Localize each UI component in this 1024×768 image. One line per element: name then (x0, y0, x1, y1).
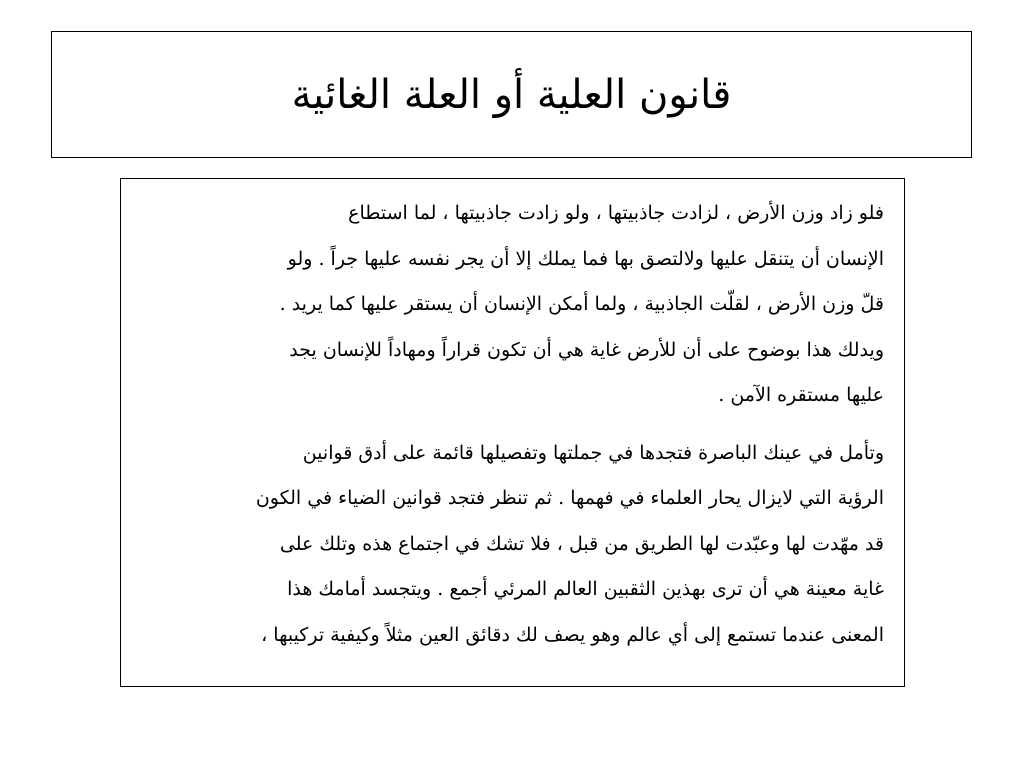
slide-title-box (51, 31, 972, 158)
text-line: ويدلك هذا بوضوح على أن للأرض غاية هي أن تكون قراراً ومهاداً للإنسان يجد (289, 338, 884, 361)
text-line: قد مهّدت لها وعبّدت لها الطريق من قبل ، فلا تشك في اجتماع هذه وتلك على (279, 532, 884, 555)
paragraph-1 (141, 191, 884, 419)
paragraph-2 (141, 431, 884, 659)
text-line: قلّ وزن الأرض ، لقلّت الجاذبية ، ولما أمكن الإنسان أن يستقر عليها كما يريد . (279, 293, 884, 315)
text-line: عليها مستقره الآمن . (718, 384, 884, 406)
text-line: وتأمل في عينك الباصرة فتجدها في جملتها وتفصيلها قائمة على أدق قوانين (302, 441, 884, 464)
scanned-text-box (120, 178, 905, 687)
text-line: فلو زاد وزن الأرض ، لزادت جاذبيتها ، ولو زادت جاذبيتها ، لما استطاع (348, 202, 884, 224)
slide-title: قانون العلية أو العلة الغائية (291, 71, 732, 118)
text-line: غاية معينة هي أن ترى بهذين الثقبين العالم المرئي أجمع . ويتجسد أمامك هذا (287, 578, 884, 600)
text-line: المعنى عندما تستمع إلى أي عالم وهو يصف لك دقائق العين مثلاً وكيفية تركيبها ، (261, 623, 884, 646)
text-line: الرؤية التي لايزال يحار العلماء في فهمها . ثم تنظر فتجد قوانين الضياء في الكون (255, 487, 884, 509)
text-line: الإنسان أن يتنقل عليها ولالتصق بها فما يملك إلا أن يجر نفسه عليها جراً . ولو (287, 247, 884, 270)
